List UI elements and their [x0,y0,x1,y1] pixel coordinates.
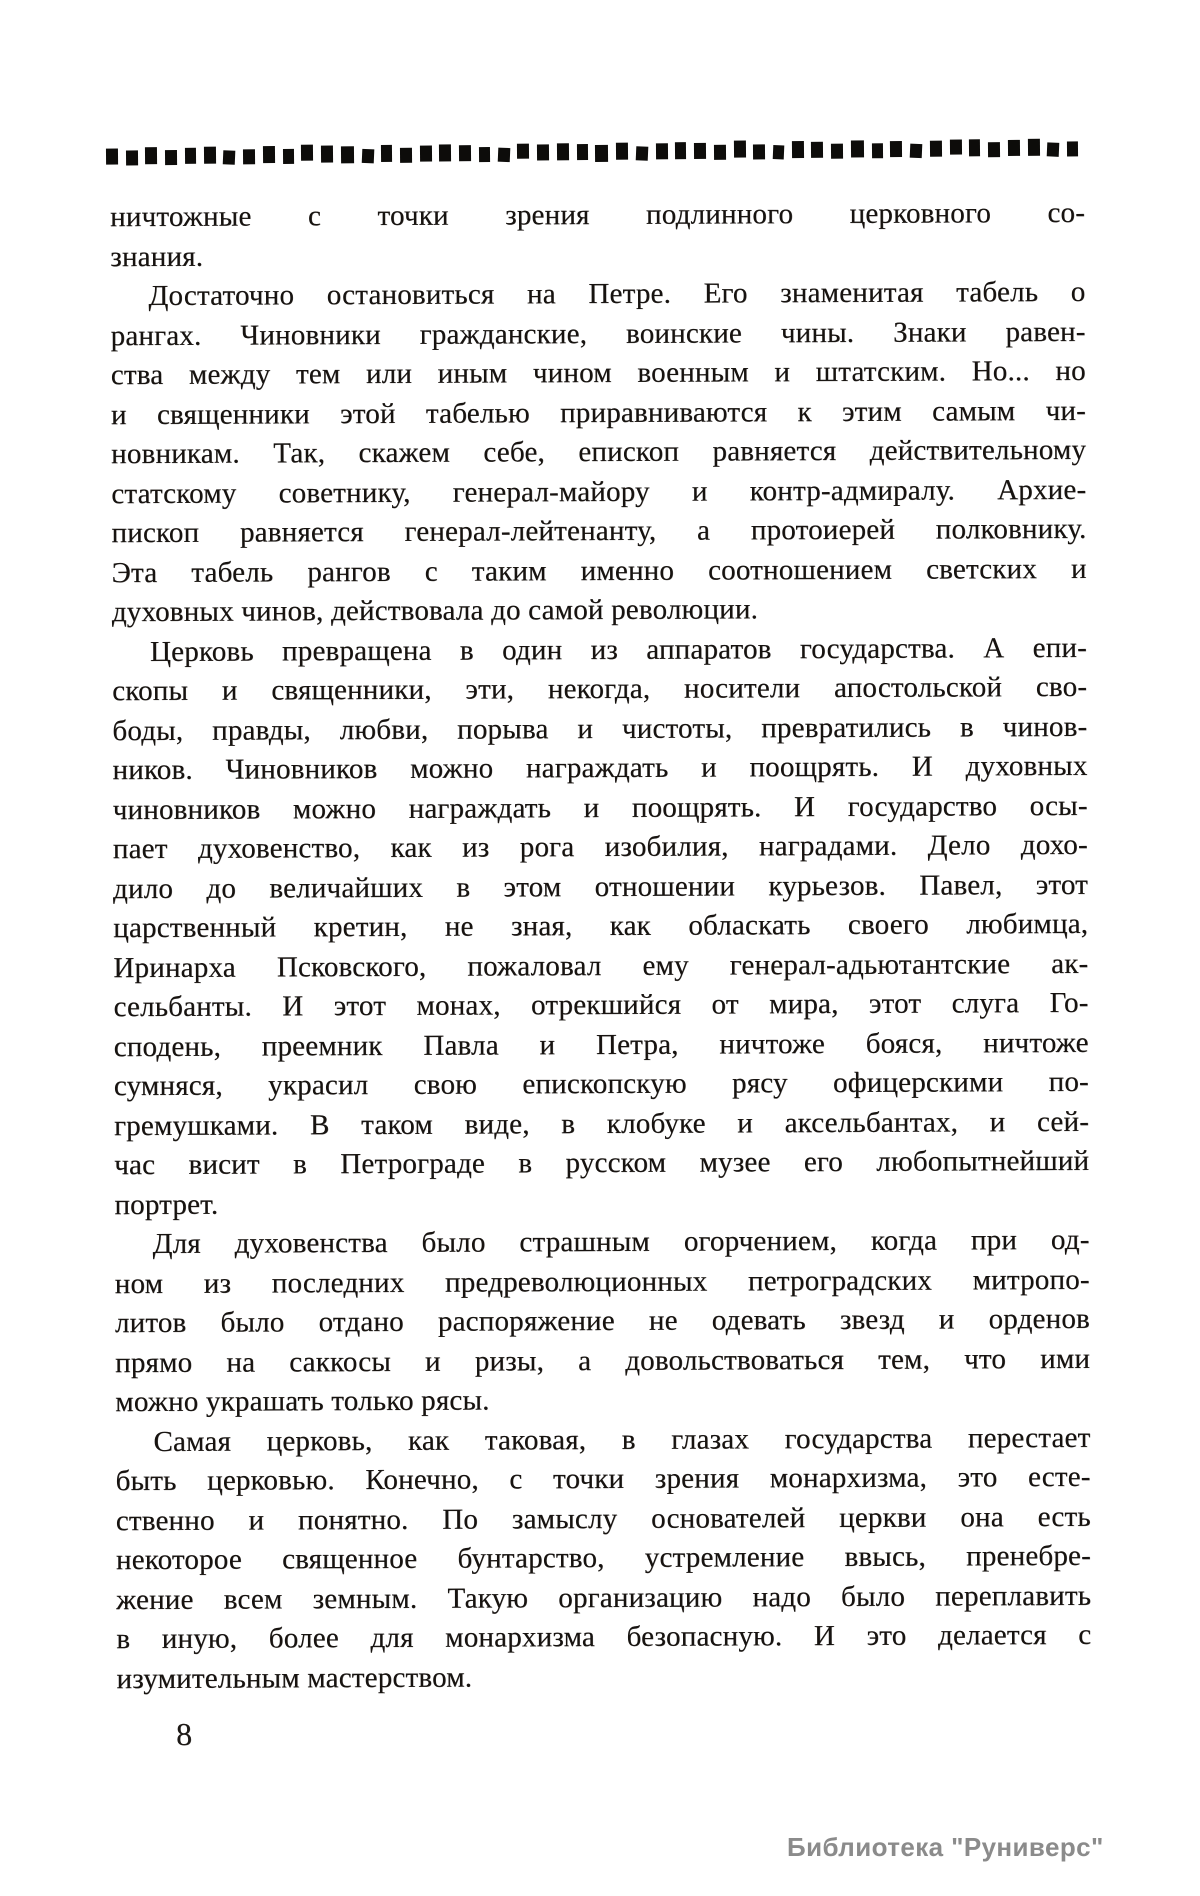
border-square [773,145,785,159]
text-line: Самая церковь, как таковая, в глазах государства перестает [153,1421,1091,1458]
border-square [263,146,275,163]
text-line: час висит в Петрограде в русском музее его любопытнейший [114,1144,1090,1182]
text-line: сельбанты. И этот монах, отрекшийся от мира, этот слуга Го- [113,986,1089,1024]
border-square [577,144,588,160]
text-line: жение всем земным. Такую организацию надо было переплавить [116,1579,1092,1616]
text-column [110,194,1092,1699]
border-square [831,143,843,158]
border-square [145,147,157,164]
text-line: можно украшать только рясы. [115,1384,490,1419]
border-square [361,149,374,164]
text-line: пископ равняется генерал-лейтенанту, а протоиерей полковнику. [111,512,1087,550]
text-line: Иринарха Псковского, пожаловал ему генерал-адьютантские ак- [113,947,1089,984]
border-square [400,147,412,162]
text-line: прямо на саккосы и ризы, а довольствоваться тем, что ими [115,1342,1091,1379]
border-square [714,144,726,159]
border-square [439,144,451,161]
text-line: чиновников можно награждать и поощрять. И государство осы- [112,789,1088,826]
text-line: скопы и священники, эти, некогда, носители апостольской сво- [112,670,1088,708]
text-line: Для духовенства было страшным огорчением, когда при од- [152,1223,1090,1260]
border-square [223,150,236,165]
border-square [969,139,980,156]
border-square [930,141,942,157]
border-square [165,149,177,164]
border-square [301,145,313,161]
text-line: сподень, преемник Павла и Петра, ничтоже бояся, ничтоже [113,1026,1089,1063]
border-square [655,143,667,159]
text-line: ства между тем или иным чином военным и штатским. Но... но [110,354,1086,392]
text-line: статскому советнику, генерал-майору и контр-адмиралу. Архие- [111,473,1087,510]
text-line: ном из последних предреволюционных петроградских митропо- [114,1263,1090,1300]
border-square [910,144,923,159]
border-square [1027,138,1039,155]
text-line: рангах. Чиновники гражданские, воинские чины. Знаки равен- [110,315,1086,352]
text-line: литов было отдано распоряжение не одевать звезд и орденов [114,1302,1090,1340]
border-square [1008,140,1020,156]
text-line: Эта табель рангов с таким именно соотношением светских и [111,552,1087,589]
text-line: быть церковью. Конечно, с точки зрения монархизма, это есте- [115,1460,1091,1498]
border-square [694,143,706,159]
border-square [106,149,118,165]
text-line: дило до величайших в этом отношении курьезов. Павел, этот [112,868,1089,905]
text-line: ственно и понятно. По замыслу основателей церкви она есть [115,1500,1091,1537]
text-line: изумительным мастерством. [116,1661,473,1695]
border-square [872,143,883,158]
page-number: 8 [175,1715,193,1753]
text-line: некоторое священное бунтарство, устремление ввысь, пренебре- [115,1539,1092,1577]
border-square [517,143,529,158]
border-square [321,145,333,162]
border-square [283,148,294,163]
border-square [949,139,961,154]
text-line: в иную, более для монархизма безопасную. И это делается с [116,1618,1092,1656]
text-line: ничтожные с точки зрения подлинного церковного со- [110,196,1086,234]
border-square [204,146,216,163]
text-line: духовных чинов, действовала до самой революции. [111,593,759,629]
border-square [341,146,354,163]
text-line: царственный кретин, не зная, как обласкать своего любимца, [113,907,1089,945]
border-square [557,143,569,160]
text-line: гремушками. В таком виде, в клобуке и аксельбантах, и сей- [113,1105,1090,1142]
border-square [753,144,765,159]
border-square [185,148,196,164]
border-square [851,140,864,157]
text-line: пает духовенство, как из рога изобилия, наградами. Дело дохо- [112,828,1088,866]
text-line: и священники этой табелью приравниваются к этим самым чи- [110,394,1087,431]
border-square [988,142,1000,157]
border-square [381,144,392,161]
border-square [792,140,804,157]
border-square [675,142,686,159]
text-line: Церковь превращена в один из аппаратов государства. А епи- [149,631,1088,668]
border-square [811,142,823,158]
decorative-square-border [106,136,1078,167]
border-square [636,146,649,161]
text-line: боды, правды, любви, порыва и чистоты, превратились в чинов- [112,710,1088,747]
text-line: новникам. Так, скажем себе, епископ равняется действительному [111,433,1087,471]
border-square [420,146,432,162]
border-square [1067,141,1078,156]
border-square [890,141,902,157]
library-watermark: Библиотека "Руниверс" [787,1832,1104,1862]
border-square [459,145,471,161]
border-square [616,142,628,159]
text-line: сумняся, украсил свою епископскую рясу офицерскими по- [113,1065,1089,1103]
border-square [126,150,138,165]
text-line: портрет. [114,1188,219,1221]
border-square [733,140,745,157]
text-line: Достаточно остановиться на Петре. Его знаменитая табель о [148,275,1086,312]
border-square [595,144,608,161]
text-line: знания. [110,240,204,273]
border-square [243,149,255,164]
border-square [537,144,549,160]
text-line: ников. Чиновников можно награждать и поощрять. И духовных [112,749,1088,787]
border-square [497,148,510,163]
border-square [479,146,490,161]
border-square [1047,142,1060,157]
